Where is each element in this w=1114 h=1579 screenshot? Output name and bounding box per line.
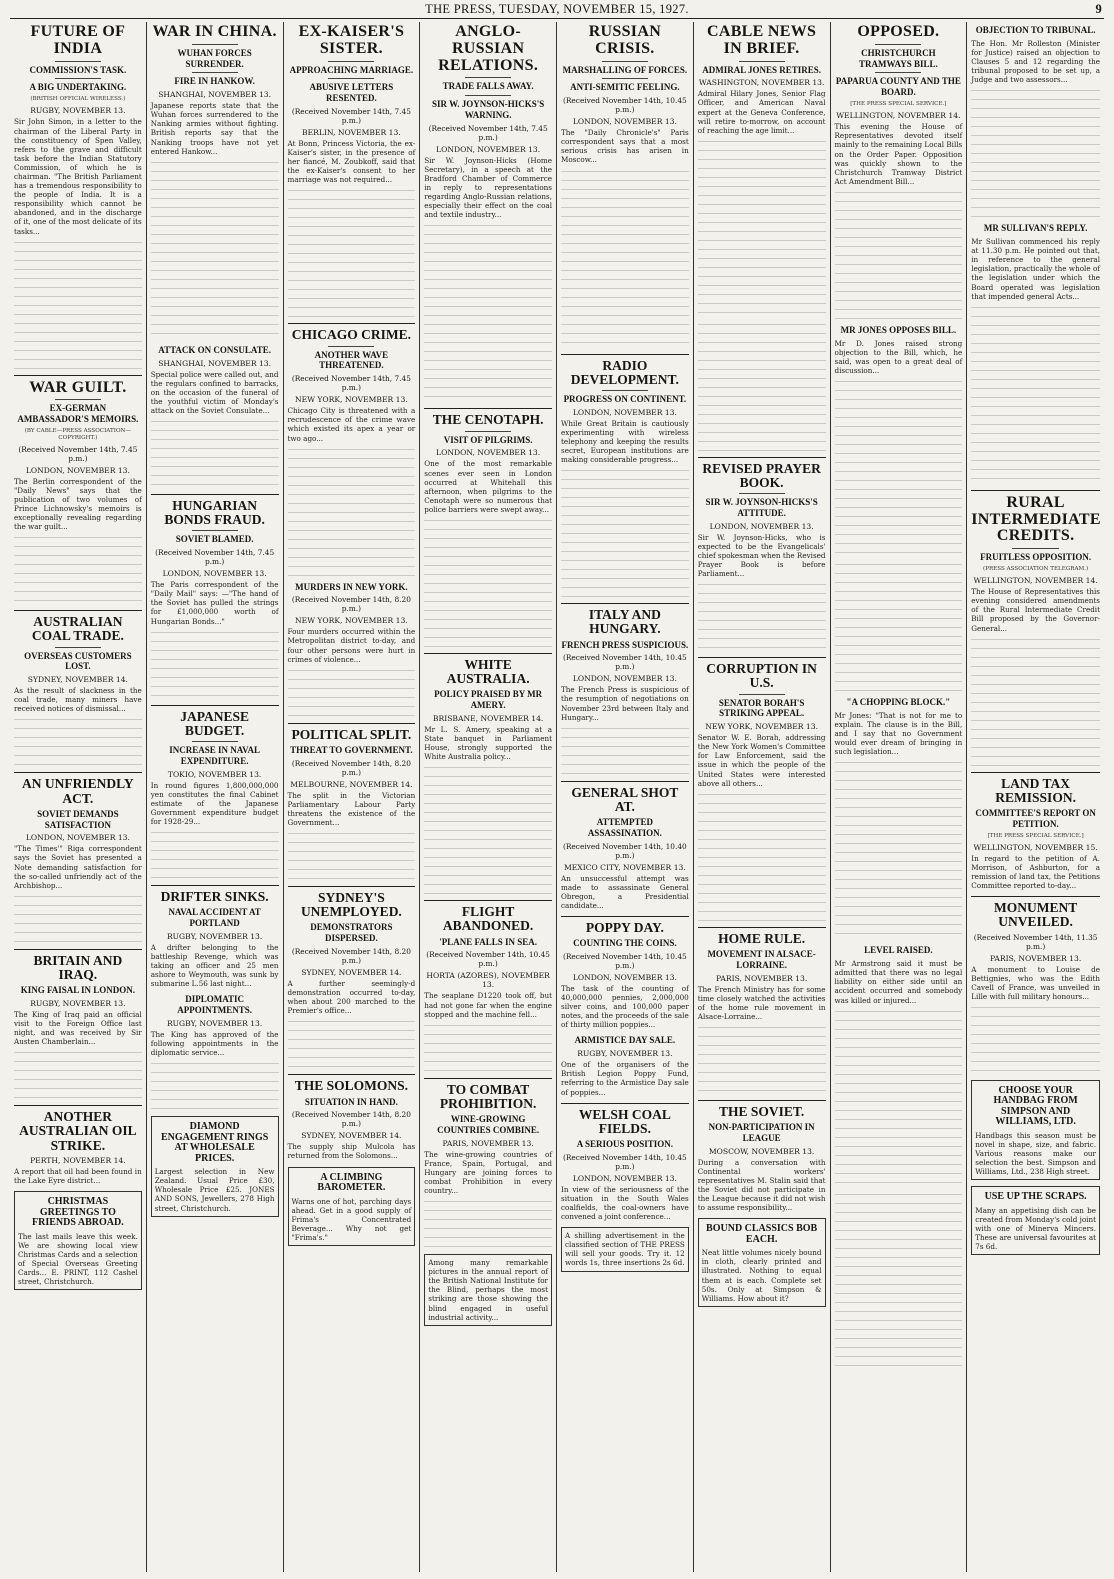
page-number: 9 [1095, 2, 1102, 16]
article-body: Senator W. E. Borah, addressing the New York Women's Committee for Law Enforcement, said the issue in which the people of the United States were interested above all others... [697, 733, 826, 788]
article-body: A monument to Louise de Bettignies, who was the Edith Cavell of France, was unveiled in Lille with full military honours... [971, 964, 1100, 1001]
received-line: (Received November 14th, 10.40 p.m.) [562, 841, 687, 860]
article-chicago-crime [288, 328, 416, 575]
ad-headline: A CLIMBING BAROMETER. [317, 1171, 386, 1194]
headline: AUSTRALIAN COAL TRADE. [31, 614, 124, 644]
dateline: NEW YORK, NOVEMBER 13. [295, 616, 408, 626]
headline: JAPANESE BUDGET. [180, 708, 249, 738]
article-australian-coal-trade [14, 615, 142, 766]
article-rural-credits [971, 495, 1100, 766]
received-line: (Received November 14th, 10.45 p.m.) [562, 1152, 687, 1171]
headline: WAR IN CHINA. [152, 23, 277, 40]
headline: TO COMBAT PROHIBITION. [439, 1081, 537, 1111]
headline: RURAL INTERMEDIATE CREDITS. [971, 493, 1101, 545]
article-body: Mr Jones: "That is not for me to explain. The clause is in the Bill, and I say that no Government would ever dream of bringing in such legislation... [834, 710, 963, 757]
ad-body: Neat little volumes nicely bound in cloth, clearly printed and illustrated. Nothing to equal them at is each. Complete set 50s. Only at Simpson & Williams. How about it? [701, 1248, 822, 1303]
subheadline: ARMISTICE DAY SALE. [574, 1035, 676, 1046]
advertisement-classified [561, 1227, 689, 1271]
article-body: Japanese reports state that the Wuhan forces surrendered to the Nanking armies without fighting. British reports say that the Nanking troops have not yet entered Hankow... [150, 101, 279, 156]
article-poppy-day [561, 921, 689, 1029]
subheadline: A BIG UNDERTAKING. [29, 82, 127, 93]
article-body: Sir W. Joynson-Hicks (Home Secretary), in a speech at the Bradford Chamber of Commerce in reply to representations regarding Anglo-Russian relations, especially their effect on the coal and textile industry... [424, 155, 552, 220]
article-diplomatic-appointments [151, 994, 279, 1110]
section-objection-to-tribunal [971, 25, 1100, 217]
ad-body: Warns one of hot, parching days ahead. Get in a good supply of Frima's Concentrated Beverage... Why not get "Frima's." [291, 1196, 412, 1242]
article-land-tax-remission [971, 777, 1100, 891]
subheadline: COMMITTEE'S REPORT ON PETITION. [975, 807, 1096, 829]
article-body: The Hon. Mr Rolleston (Minister for Justice) raised an objection to Clauses 5 and 12 regarding the tribunal proposed to be set up, a Judge and two assessors... [971, 38, 1100, 85]
subheadline: SENATOR BORAH'S STRIKING APPEAL. [718, 697, 805, 719]
article-political-split [288, 728, 416, 880]
headline: SYDNEY'S UNEMPLOYED. [300, 890, 402, 920]
article-war-in-china [151, 24, 279, 339]
column-3 [284, 22, 421, 1572]
article-unfriendly-act [14, 777, 142, 942]
dateline: LONDON, NOVEMBER 13. [162, 569, 267, 579]
subheadline: NAVAL ACCIDENT AT PORTLAND [168, 907, 261, 928]
article-flight-abandoned [424, 905, 552, 1071]
article-japanese-budget [151, 710, 279, 879]
article-body: In regard to the petition of A. Morrison, of Ashburton, for a remission of land tax, the Petitions Committee reported to-day... [971, 853, 1100, 891]
received-line: (Received November 14th, 8.20 p.m.) [291, 595, 411, 614]
subheadline: 'PLANE FALLS IN SEA. [439, 936, 538, 947]
dateline: SHANGHAI, NOVEMBER 13. [158, 90, 272, 100]
headline: HUNGARIAN BONDS FRAUD. [164, 498, 265, 528]
received-line: (Received November 14th, 8.20 p.m.) [291, 758, 411, 777]
subheadline: MR JONES OPPOSES BILL. [840, 324, 957, 335]
subheadline: WUHAN FORCES SURRENDER. [177, 47, 252, 69]
dateline: NEW YORK, NOVEMBER 13. [705, 722, 818, 732]
article-body: This evening the House of Representatives devoted itself mainly to the remaining Local Bills on the Order Paper. Opposition was quickly shown to the Christchurch Tramway District Act Amendment Bill... [834, 122, 963, 186]
headline: LAND TAX REMISSION. [995, 775, 1076, 805]
credit-line: (PRESS ASSOCIATION TELEGRAM.) [983, 565, 1089, 572]
dateline: RUGBY, NOVEMBER 13. [166, 931, 263, 941]
column-6 [694, 22, 831, 1572]
dateline: LONDON, NOVEMBER 13. [709, 521, 814, 531]
subheadline: ABUSIVE LETTERS RESENTED. [309, 82, 394, 104]
article-body: A report that oil had been found in the Lake Eyre district... [14, 1166, 142, 1185]
ad-headline: USE UP THE SCRAPS. [984, 1191, 1087, 1203]
article-murders-new-york [288, 582, 416, 717]
received-line: (Received November 14th, 10.45 p.m.) [562, 951, 687, 970]
subheadline: APPROACHING MARRIAGE. [289, 64, 414, 75]
dateline: RUGBY, NOVEMBER 13. [577, 1049, 673, 1059]
section-level-raised [835, 945, 963, 1370]
subheadline: OVERSEAS CUSTOMERS LOST. [24, 650, 132, 672]
received-line: (Received November 14th, 8.20 p.m.) [291, 947, 411, 966]
headline: RUSSIAN CRISIS. [588, 23, 662, 57]
article-body: One of the most remarkable scenes ever seen in London occurred at Whitehall this afternoon, when pilgrims to the Cenotaph were so numerous that police barriers were swept away... [424, 459, 552, 514]
article-body: A drifter belonging to the battleship Revenge, which was taking an officer and 25 men ashore to Weymouth, was sunk by submarine L.56 last night... [150, 942, 279, 989]
section-sullivans-reply [971, 223, 1100, 483]
article-body: In round figures 1,800,000,000 yen constitutes the final Cabinet estimate of the Japanese Government expenditure budget for 1928-29... [150, 780, 279, 826]
article-body: The split in the Victorian Parliamentary Labour Party threatens the existence of the Government... [287, 790, 416, 828]
column-8 [967, 22, 1104, 1572]
subheadline: NON-PARTICIPATION IN LEAGUE [708, 1122, 815, 1143]
headline: ANGLO-RUSSIAN RELATIONS. [438, 23, 539, 74]
advertisement-diamond-rings [151, 1116, 279, 1216]
subheadline: FIRE IN HANKOW. [174, 76, 255, 87]
article-body: Four murders occurred within the Metropolitan district to-day, and four other persons were hurt in crimes of violence... [287, 627, 416, 664]
masthead-title: THE PRESS, TUESDAY, NOVEMBER 15, 1927. [425, 2, 689, 16]
headline: RADIO DEVELOPMENT. [570, 357, 679, 387]
credit-line: (BY CABLE—PRESS ASSOCIATION—COPYRIGHT.) [24, 428, 132, 442]
article-russian-crisis [561, 24, 689, 348]
subheadline: PAPARUA COUNTY AND THE BOARD. [835, 76, 961, 98]
article-monument-unveiled [971, 901, 1100, 1074]
article-britain-and-iraq [14, 954, 142, 1100]
article-body: Sir John Simon, in a letter to the chairman of the Liberal Party in the constituency of Spen Valley, refers to the grave and difficult task before the Indian Statutory Commission, of which he is chairman. "The British Parliament has a tremendous responsibility to the people of India. It is a responsibility which cannot be abandoned, and in the discharge of it, one of the most delicate of its tasks... [14, 117, 142, 236]
article-cable-news [698, 24, 826, 451]
column-2 [147, 22, 284, 1572]
headline: FLIGHT ABANDONED. [442, 904, 534, 934]
article-body: The Paris correspondent of the "Daily Mail" says: —"The hand of the Soviet has pulled the strings for £1,000,000 worth of Hungarian Bonds..." [150, 580, 279, 626]
dateline: SYDNEY, NOVEMBER 14. [27, 675, 128, 685]
dateline: BERLIN, NOVEMBER 13. [302, 127, 401, 137]
article-body: The Berlin correspondent of the "Daily News" says that the publication of two volumes of Prince Lichnowsky's memoirs is exceptionally revealing regarding the war guilt... [14, 476, 142, 532]
dateline: BRISBANE, NOVEMBER 14. [432, 713, 544, 723]
advertisement-climbing-barometer [288, 1167, 416, 1246]
article-body: While Great Britain is cautiously experimenting with wireless telephony and keeping the results secret, European institutions are making considerable progress... [561, 418, 689, 465]
dateline: WELLINGTON, NOVEMBER 14. [836, 111, 961, 121]
ad-body: Among many remarkable pictures in the annual report of the British National Institute for the Blind, perhaps the most striking are those showing the blind engaged in useful industrial activity... [428, 1258, 548, 1322]
article-corruption-in-us [698, 662, 826, 921]
article-body: Sir W. Joynson-Hicks, who is expected to be the Evangelicals' chief spokesman when the Revised Prayer Book is before Parliament... [697, 532, 826, 579]
dateline: PARIS, NOVEMBER 13. [442, 1138, 534, 1148]
subheadline: ANTI-SEMITIC FEELING. [570, 82, 680, 93]
subheadline: CHRISTCHURCH TRAMWAYS BILL. [859, 47, 938, 69]
article-revised-prayer-book [698, 462, 826, 651]
article-sydney-unemployed [288, 891, 416, 1068]
article-armistice-day-sale [561, 1035, 689, 1096]
headline: DRIFTER SINKS. [160, 889, 269, 905]
article-body: In view of the seriousness of the situation in the South Wales coalfields, the coal-owners have convened a joint conference... [561, 1184, 689, 1222]
dateline: RUGBY, NOVEMBER 13. [30, 106, 126, 116]
column-7 [831, 22, 968, 1572]
article-body: "The Times'" Riga correspondent says the Soviet has presented a Note demanding satisfaction for the so-called unfriendly act of the Archbishop... [14, 844, 142, 890]
ad-headline: DIAMOND ENGAGEMENT RINGS AT WHOLESALE PRICES. [160, 1121, 269, 1164]
article-body: Chicago City is threatened with a recrudescence of the crime wave which existed its apex a year or two ago... [287, 406, 416, 443]
dateline: LONDON, NOVEMBER 13. [25, 465, 130, 475]
article-body: Special police were called out, and the regulars confined to barracks, on the occasion of the funeral of the youthful victim of Monday's attack on the Soviet Consulate... [150, 369, 279, 415]
article-body: At Bonn, Princess Victoria, the ex-Kaiser's sister, in the presence of her fiancé, M. Zoubkoff, said that the ex-Kaiser's consent to her marriage was not required... [287, 138, 416, 185]
article-body: A further seemingly-d demonstration occurred to-day, when about 200 marched to the Premier's office... [287, 979, 416, 1016]
headline: GENERAL SHOT AT. [571, 784, 679, 814]
columns [10, 22, 1104, 1572]
article-drifter-sinks [151, 890, 279, 988]
headline: ANOTHER AUSTRALIAN OIL STRIKE. [19, 1109, 137, 1153]
masthead [10, 2, 1104, 19]
section-chopping-block [835, 697, 963, 939]
article-body: The "Daily Chronicle's" Paris correspondent says that a most serious crisis has arisen in Moscow... [561, 128, 689, 165]
article-welsh-coal-fields [561, 1108, 689, 1222]
subheadline: ATTEMPTED ASSASSINATION. [587, 817, 662, 838]
subheadline: ANOTHER WAVE THREATENED. [314, 349, 389, 371]
column-5 [557, 22, 694, 1572]
article-attack-on-consulate [151, 345, 279, 488]
article-body: The King has approved of the following appointments in the diplomatic service... [150, 1029, 279, 1058]
received-line: (Received November 14th, 7.45 p.m.) [291, 106, 411, 125]
article-body: During a conversation with Continental workers' representatives M. Stalin said that the Soviet did not participate in the League because it did not wish to assume responsibility... [697, 1157, 826, 1213]
article-body: The supply ship Mulcola has returned from the Solomons... [287, 1142, 416, 1161]
headline: WHITE AUSTRALIA. [446, 656, 530, 687]
received-line: (Received November 14th, 11.35 p.m.) [973, 932, 1098, 951]
received-line: (Received November 14th, 10.45 p.m.) [562, 653, 687, 672]
credit-line: [THE PRESS SPECIAL SERVICE.] [850, 100, 947, 107]
ad-headline: BOUND CLASSICS BOB EACH. [706, 1223, 818, 1245]
headline: POLITICAL SPLIT. [291, 726, 412, 742]
article-body: The House of Representatives this evening considered amendments of the Rural Intermediate Credit Bill proposed by the Governor-General... [971, 587, 1100, 633]
received-line: (Received November 14th, 7.45 p.m.) [291, 374, 411, 393]
subheadline: WINE-GROWING COUNTRIES COMBINE. [437, 1114, 540, 1135]
dateline: LONDON, NOVEMBER 13. [572, 117, 677, 127]
received-line: (Received November 14th, 7.45 p.m.) [18, 444, 138, 463]
article-combat-prohibition [424, 1083, 552, 1248]
article-oil-strike [14, 1110, 142, 1185]
dateline: TOKIO, NOVEMBER 13. [167, 769, 262, 779]
dateline: LONDON, NOVEMBER 13. [572, 407, 677, 417]
article-home-rule [698, 932, 826, 1094]
headline: BRITAIN AND IRAQ. [33, 952, 123, 982]
subheadline: LEVEL RAISED. [864, 945, 933, 956]
advertisement-use-up-scraps [971, 1186, 1100, 1255]
subheadline: FRENCH PRESS SUSPICIOUS. [561, 639, 689, 650]
subheadline: MOVEMENT IN ALSACE-LORRAINE. [707, 948, 816, 970]
subheadline: OBJECTION TO TRIBUNAL. [975, 25, 1096, 35]
dateline: SHANGHAI, NOVEMBER 13. [158, 358, 272, 368]
dateline: MOSCOW, NOVEMBER 13. [708, 1146, 815, 1156]
headline: WAR GUILT. [29, 378, 127, 396]
article-body: As the result of slackness in the coal trade, many miners have received notices of dismissal... [14, 686, 142, 714]
credit-line: (BRITISH OFFICIAL WIRELESS.) [30, 96, 126, 103]
article-white-australia [424, 658, 552, 894]
dateline: NEW YORK, NOVEMBER 13. [295, 395, 408, 405]
subheadline: PROGRESS ON CONTINENT. [563, 393, 687, 404]
article-opposed [835, 24, 963, 319]
headline: WELSH COAL FIELDS. [578, 1106, 671, 1136]
article-body: Mr L. S. Amery, speaking at a State banquet in Parliament House, strongly supported the White Australia policy... [424, 724, 552, 762]
subheadline: SITUATION IN HAND. [304, 1096, 398, 1107]
subheadline: A SERIOUS POSITION. [576, 1138, 674, 1149]
credit-line: [THE PRESS SPECIAL SERVICE.] [987, 832, 1084, 839]
dateline: PARIS, NOVEMBER 13. [990, 953, 1082, 963]
subheadline: SIR W. JOYNSON-HICKS'S WARNING. [431, 99, 545, 120]
received-line: (Received November 14th, 10.45 p.m.) [562, 96, 687, 115]
headline: CORRUPTION IN U.S. [706, 661, 817, 691]
subheadline: MARSHALLING OF FORCES. [562, 64, 688, 75]
dateline: RUGBY, NOVEMBER 13. [166, 1018, 263, 1028]
column-1 [10, 22, 147, 1572]
article-body: The French Press is suspicious of the resumption of negotiations on November 23rd between Italy and Hungary... [561, 685, 689, 722]
ad-body: A shilling advertisement in the classified section of THE PRESS will sell your goods. Try it. 12 words 1s, three insertions 2s 6d. [565, 1231, 685, 1268]
dateline: PARIS, NOVEMBER 13. [716, 973, 808, 983]
article-body: One of the organisers of the British Legion Poppy Fund, referring to the Armistice Day sale of poppies... [561, 1060, 689, 1097]
subheadline: KING FAISAL IN LONDON. [20, 985, 136, 996]
subheadline: EX-GERMAN AMBASSADOR'S MEMOIRS. [17, 403, 139, 425]
headline: THE SOLOMONS. [294, 1078, 409, 1094]
subheadline: POLICY PRAISED BY MR AMERY. [434, 689, 543, 711]
headline: THE SOVIET. [718, 1103, 805, 1119]
subheadline: SIR W. JOYNSON-HICKS'S ATTITUDE. [705, 497, 818, 518]
received-line: (Received November 14th, 8.20 p.m.) [291, 1110, 411, 1129]
advertisement-christmas-greetings [14, 1191, 142, 1290]
dateline: WELLINGTON, NOVEMBER 14. [973, 576, 1098, 586]
ad-body: Handbags this season must be novel in shape, size, and fabric. Various reasons make our selection the best. Simpson and Williams, Ltd., 238 High street. [975, 1130, 1096, 1177]
article-anglo-russian-relations [424, 24, 552, 402]
headline: ITALY AND HUNGARY. [588, 607, 661, 637]
headline: HOME RULE. [718, 930, 806, 946]
headline: THE CENOTAPH. [432, 412, 544, 428]
headline: EX-KAISER'S SISTER. [298, 23, 405, 57]
dateline: RUGBY, NOVEMBER 13. [30, 998, 126, 1008]
dateline: LONDON, NOVEMBER 13. [572, 1173, 677, 1183]
article-body: Mr Armstrong said it must be admitted that there was no legal liability on either side until an accident occurred and somebody was killed or injured... [834, 959, 963, 1005]
article-ex-kaisers-sister [288, 24, 416, 317]
article-the-solomons [288, 1079, 416, 1160]
subheadline: SOVIET DEMANDS SATISFACTION [37, 808, 119, 830]
subheadline: THREAT TO GOVERNMENT. [290, 744, 413, 755]
subheadline: VISIT OF PILGRIMS. [443, 434, 533, 445]
article-body: The task of the counting of 40,000,000 pennies, 2,000,000 silver coins, and 100,000 paper notes, and the proceeds of the sale of thirty million poppies... [561, 983, 689, 1030]
article-hungarian-bonds [151, 499, 279, 699]
article-body: The wine-growing countries of France, Spain, Portugal, and Hungary are joining forces to combat Prohibition in every country... [424, 1149, 552, 1196]
dateline: WASHINGTON, NOVEMBER 13. [698, 78, 825, 88]
received-line: (Received November 14th, 7.45 p.m.) [155, 548, 275, 567]
ad-headline: CHOOSE YOUR HANDBAG FROM SIMPSON AND WILLIAMS, LTD. [993, 1084, 1078, 1128]
dateline: PERTH, NOVEMBER 14. [30, 1155, 126, 1165]
subheadline: "A CHOPPING BLOCK." [846, 697, 951, 708]
headline: AN UNFRIENDLY ACT. [22, 776, 134, 806]
headline: OPPOSED. [857, 23, 940, 40]
article-radio-development [561, 359, 689, 598]
advertisement-handbags [971, 1080, 1100, 1180]
dateline: LONDON, NOVEMBER 13. [572, 972, 677, 982]
subheadline: DIPLOMATIC APPOINTMENTS. [177, 994, 252, 1016]
subheadline: SOVIET BLAMED. [175, 534, 254, 545]
subheadline: DEMONSTRATORS DISPERSED. [310, 922, 393, 944]
headline: REVISED PRAYER BOOK. [702, 460, 821, 491]
article-the-cenotaph [424, 413, 552, 647]
article-body: The French Ministry has for some time closely watched the activities of the home rule movement in Alsace-Lorraine... [697, 984, 826, 1021]
subheadline: MR SULLIVAN'S REPLY. [983, 223, 1088, 234]
article-general-shot-at [561, 786, 689, 910]
subheadline: FRUITLESS OPPOSITION. [980, 552, 1092, 563]
article-the-soviet [698, 1105, 826, 1212]
article-body: An unsuccessful attempt was made to assassinate General Obregon, a Presidential candidate... [561, 873, 689, 910]
headline: MONUMENT UNVEILED. [994, 900, 1078, 930]
headline: POPPY DAY. [585, 920, 664, 935]
article-body: Mr Sullivan commenced his reply at 11.30 p.m. He pointed out that, in reference to the general legislation, practically the whole of the legislation under which the Board operated was legislation that impended general Acts... [971, 237, 1100, 301]
article-future-of-india [14, 24, 142, 369]
subheadline: COUNTING THE COINS. [573, 938, 677, 949]
headline: CABLE NEWS IN BRIEF. [707, 23, 817, 57]
dateline: WELLINGTON, NOVEMBER 15. [973, 842, 1098, 852]
subheadline: MURDERS IN NEW YORK. [295, 581, 408, 592]
subheadline: INCREASE IN NAVAL EXPENDITURE. [169, 744, 260, 766]
dateline: HORTA (AZORES), NOVEMBER 13. [426, 971, 550, 990]
dateline: LONDON, NOVEMBER 13. [436, 448, 541, 458]
dateline: SYDNEY, NOVEMBER 14. [301, 1131, 402, 1141]
ad-body: Many an appetising dish can be created from Monday's cold joint with one of Minerva Mincers. These are universal favourites at 7s 6d. [975, 1205, 1096, 1252]
subheadline: ATTACK ON CONSULATE. [158, 344, 271, 355]
dateline: LONDON, NOVEMBER 13. [25, 833, 130, 843]
article-body: The King of Iraq paid an official visit to the Foreign Office last night, and was received by Sir Austen Chamberlain... [14, 1009, 142, 1047]
article-body: Admiral Hilary Jones, Senior Flag Officer, and American Naval expert at the Geneva Conference, will retire to-morrow, on account of reaching the age limit... [697, 89, 826, 135]
dateline: MELBOURNE, NOVEMBER 14. [290, 779, 413, 789]
received-line: (Received November 14th, 10.45 p.m.) [426, 950, 551, 969]
headline: CHICAGO CRIME. [291, 327, 411, 343]
headline: FUTURE OF INDIA [30, 23, 126, 57]
ad-body: The last mails leave this week. We are showing local view Christmas Cards and a selection of Special Overseas Greeting Cards... E. PRINT, 112 Cashel street, Christchurch. [18, 1231, 138, 1286]
article-body: Mr D. Jones raised strong objection to the Bill, which, he said, was open to a great deal of discussion... [834, 338, 963, 375]
subheadline: COMMISSION'S TASK. [29, 64, 127, 75]
advertisement-blind-institute [424, 1254, 552, 1326]
subheadline: TRADE FALLS AWAY. [442, 81, 534, 92]
advertisement-bound-classics [698, 1218, 826, 1307]
article-war-guilt [14, 380, 142, 604]
ad-headline: CHRISTMAS GREETINGS TO FRIENDS ABROAD. [32, 1196, 124, 1228]
subheadline: ADMIRAL JONES RETIRES. [702, 64, 822, 75]
dateline: MEXICO CITY, NOVEMBER 13. [563, 862, 686, 872]
ad-body: Largest selection in New Zealand. Usual Price £30, Wholesale Price £25. JONES AND SONS, Jewellers, 278 High street, Christchurch. [154, 1167, 275, 1213]
section-jones-opposes [835, 325, 963, 691]
article-italy-and-hungary [561, 608, 689, 775]
dateline: SYDNEY, NOVEMBER 14. [301, 968, 402, 978]
dateline: LONDON, NOVEMBER 13. [436, 144, 541, 154]
column-4 [420, 22, 557, 1572]
dateline: LONDON, NOVEMBER 13. [572, 674, 677, 684]
received-line: (Received November 14th, 7.45 p.m.) [428, 123, 548, 142]
article-body: The seaplane D1220 took off, but had not gone far when the engine stopped and the machine fell... [424, 991, 552, 1019]
